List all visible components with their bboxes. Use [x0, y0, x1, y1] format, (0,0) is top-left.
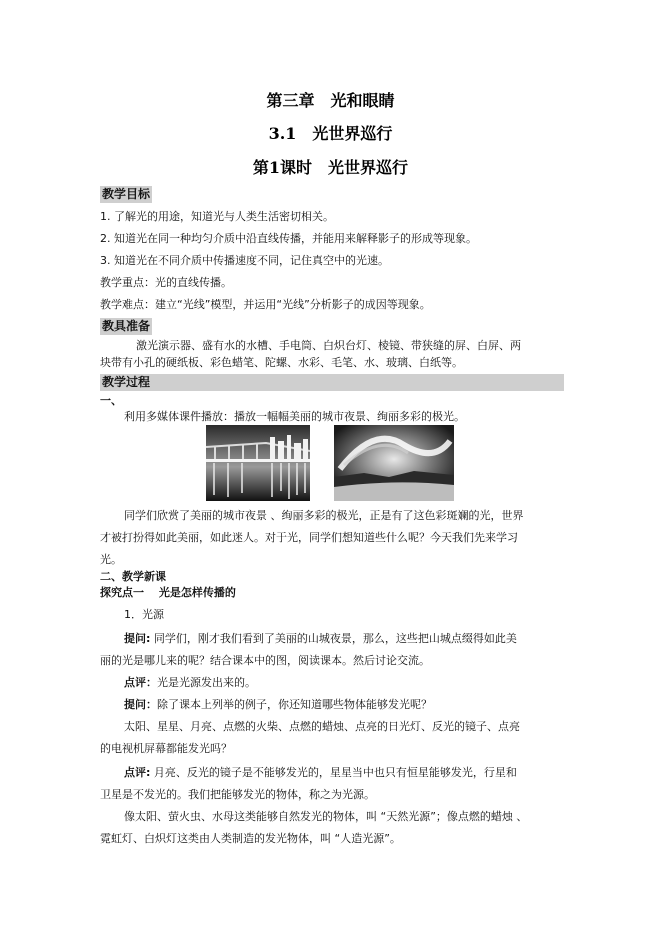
conclusion-line-1: 像太阳、萤火虫、水母这类能够自然发光的物体，叫 “天然光源”；像点燃的蜡烛 、: [124, 810, 528, 823]
after-images-line-3: 光。: [100, 553, 122, 566]
teaching-key-point: 教学重点：光的直线传播。: [100, 276, 232, 289]
comment-label: 点评：: [124, 676, 157, 689]
section-title: 3.1 光世界巡行: [268, 124, 393, 143]
lesson-title: 第1课时 光世界巡行: [252, 158, 409, 177]
comment-label: 点评:: [124, 766, 151, 779]
conclusion-line-2: 霓虹灯、白炽灯这类由人类制造的发光物体，叫 “人造光源”。: [100, 832, 401, 845]
question-label: 提问：: [124, 698, 157, 711]
comment-two-line-1: 点评: 月亮、反光的镜子是不能够发光的，星星当中也只有恒星能够发光，行星和: [124, 766, 517, 779]
explore-point-one: 探究点一 光是怎样传播的: [100, 586, 236, 599]
after-images-line-1: 同学们欣赏了美丽的城市夜景 、绚丽多彩的极光，正是有了这色彩斑斓的光，世界: [124, 509, 524, 522]
chapter-title: 第三章 光和眼睛: [266, 91, 395, 110]
examples-line-2: 的电视机屏幕都能发光吗？: [100, 742, 232, 755]
part-one-label: 一、: [100, 394, 122, 407]
question-two: 提问：除了课本上列举的例子，你还知道哪些物体能够发光呢？: [124, 698, 432, 711]
tools-heading: 教具准备: [102, 319, 151, 333]
question-label: 提问:: [124, 632, 151, 645]
teaching-difficulty: 教学难点：建立“光线”模型，并运用“光线”分析影子的成因等现象。: [100, 298, 431, 311]
tools-line-1: 激光演示器、盛有水的水槽、手电筒、白炽台灯、棱镜、带狭缝的屏、白屏、两: [136, 339, 521, 352]
question-one-line-1: 提问: 同学们，刚才我们看到了美丽的山城夜景，那么，这些把山城点缀得如此美: [124, 632, 517, 645]
comment-one: 点评：光是光源发出来的。: [124, 676, 256, 689]
goal-item-3: 3. 知道光在不同介质中传播速度不同，记住真空中的光速。: [100, 254, 389, 267]
question-one-line-2: 丽的光是哪儿来的呢？结合课本中的图，阅读课本。然后讨论交流。: [100, 654, 430, 667]
part-two-heading: 二、教学新课: [100, 570, 166, 583]
aurora-image: [334, 425, 454, 501]
goal-item-1: 1. 了解光的用途，知道光与人类生活密切相关。: [100, 210, 334, 223]
goal-item-2: 2. 知道光在同一种均匀介质中沿直线传播，并能用来解释影子的形成等现象。: [100, 232, 477, 245]
city-night-image: [206, 425, 310, 501]
process-heading: 教学过程: [100, 374, 564, 391]
intro-line: 利用多媒体课件播放：播放一幅幅美丽的城市夜景、绚丽多彩的极光。: [124, 410, 465, 423]
comment-two-line-2: 卫星是不发光的。我们把能够发光的物体，称之为光源。: [100, 788, 375, 801]
tools-line-2: 块带有小孔的硬纸板、彩色蜡笔、陀螺、水彩、毛笔、水、玻璃、白纸等。: [100, 356, 463, 369]
subsection-light-source: 1．光源: [124, 608, 164, 621]
goals-heading: 教学目标: [102, 187, 151, 201]
after-images-line-2: 才被打扮得如此美丽，如此迷人。对于光，同学们想知道些什么呢？今天我们先来学习: [100, 531, 518, 544]
examples-line-1: 太阳、星星、月亮、点燃的火柴、点燃的蜡烛、点亮的日光灯、反光的镜子、点亮: [124, 720, 520, 733]
